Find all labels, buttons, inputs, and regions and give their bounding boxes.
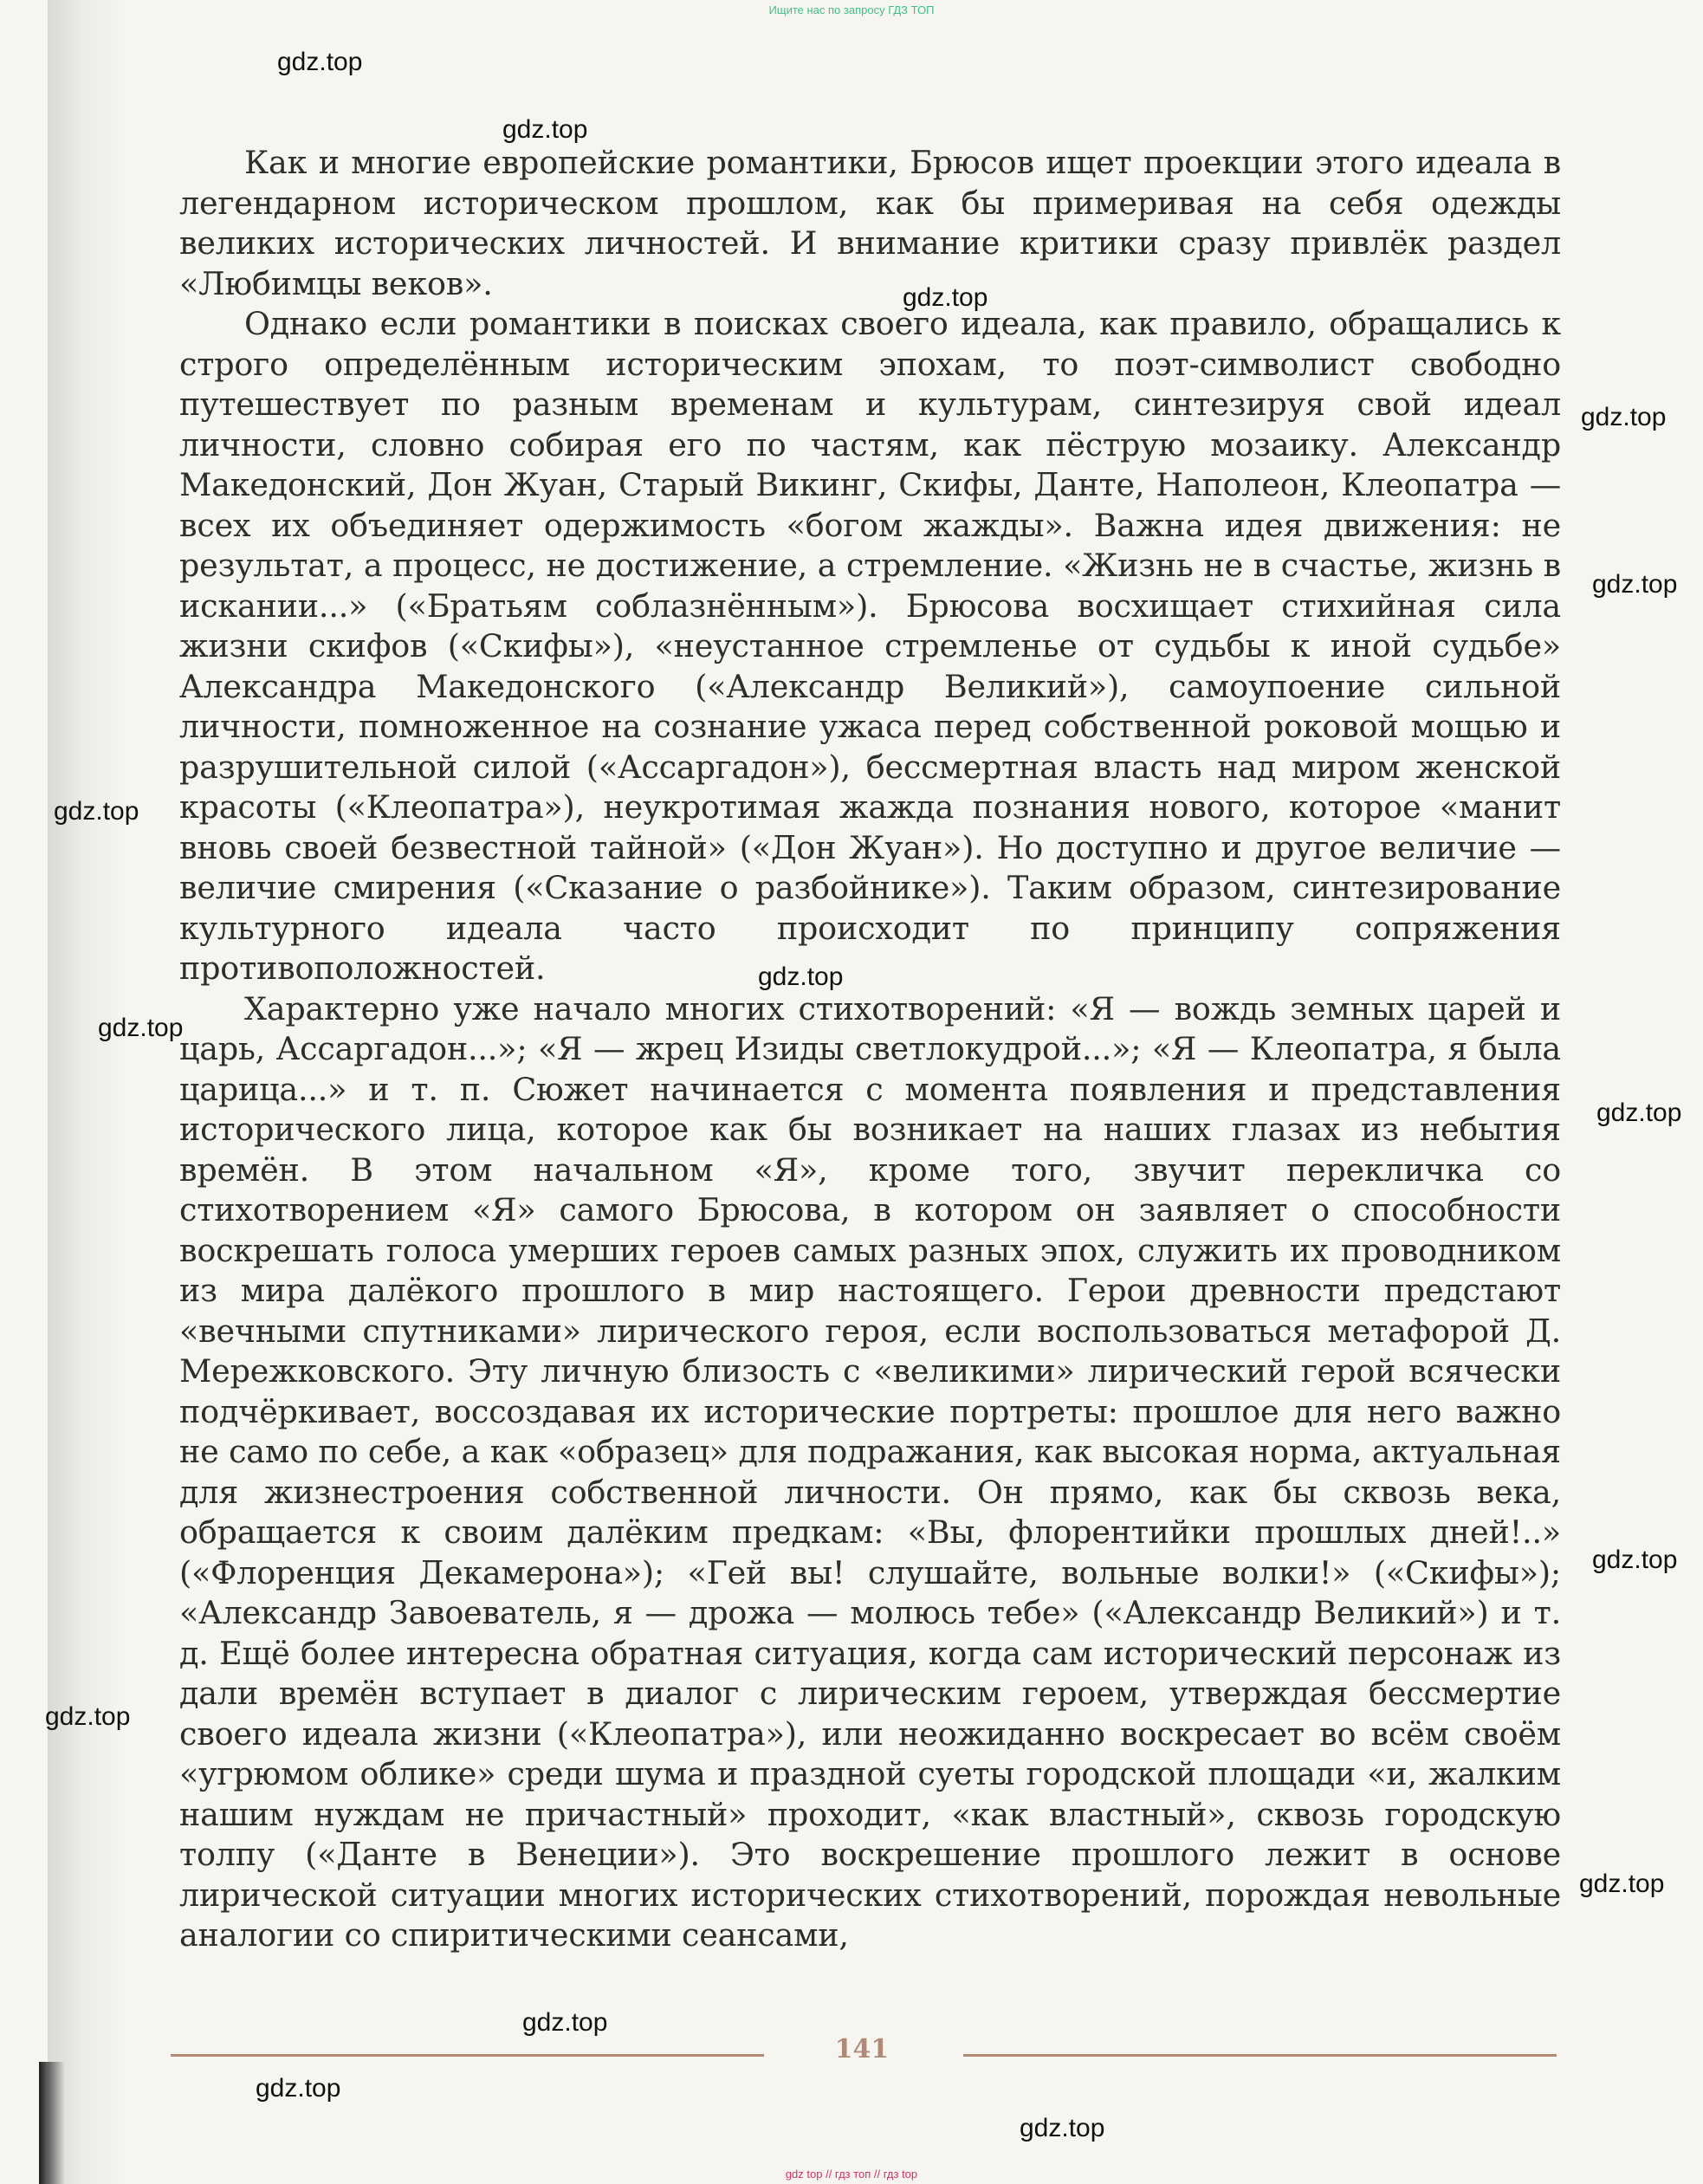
watermark: gdz.top bbox=[502, 115, 588, 144]
watermark: gdz.top bbox=[522, 2008, 608, 2037]
watermark: gdz.top bbox=[1596, 1098, 1682, 1127]
watermark: gdz.top bbox=[1592, 1546, 1678, 1574]
watermark: gdz.top bbox=[256, 2074, 341, 2103]
body-text bbox=[179, 143, 1561, 1956]
watermark: gdz.top bbox=[45, 1702, 131, 1731]
footer-rule-right bbox=[963, 2054, 1557, 2057]
page-number: 141 bbox=[834, 2034, 890, 2064]
watermark: gdz.top bbox=[98, 1014, 184, 1042]
watermark: gdz.top bbox=[277, 48, 363, 76]
watermark: gdz.top bbox=[1581, 403, 1667, 431]
header-note: Ищите нас по запросу ГДЗ ТОП bbox=[768, 3, 935, 16]
footer-note: gdz top // гдз топ // гдз top bbox=[785, 2168, 918, 2181]
watermark: gdz.top bbox=[758, 962, 844, 991]
watermark: gdz.top bbox=[903, 283, 988, 312]
watermark: gdz.top bbox=[1579, 1870, 1665, 1898]
watermark: gdz.top bbox=[1592, 570, 1678, 599]
paragraph: Характерно уже начало многих стихотворений: «Я — вождь земных царей и царь, Ассаргадон...»; «Я — жрец Изиды светлокудрой...»; «Я — Клеопатра, я была царица...» и т. п. Сюжет начинается с момента появления и представления исторического лица, которое как бы возникает на наших глазах из небытия времён. В этом начальном «Я», кроме того, звучит перекличка со стихотворением «Я» самого Брюсова, в котором он заявляет о способности воскрешать голоса умерших героев самых разных эпох, служить их проводником из мира далёкого прошлого в мир настоящего. Герои древности предстают «вечными спутниками» лирического героя, если воспользоваться метафорой Д. Мережковского. Эту личную близость с «великими» лирический герой всячески подчёркивает, воссоздавая их исторические портреты: прошлое для него важно не само по себе, а как «образец» для подражания, как высокая норма, актуальная для жизнестроения собственной личности. Он прямо, как бы сквозь века, обращается к своим далёким предкам: «Вы, флорентийки прошлых дней!..» («Флоренция Декамерона»); «Гей вы! слушайте, вольные волки!» («Скифы»); «Александр Завоеватель, я — дрожа — молюсь тебе» («Александр Великий») и т. д. Ещё более интересна обратная ситуация, когда сам исторический персонаж из дали времён вступает в диалог с лирическим героем, утверждая бессмертие своего идеала жизни («Клеопатра»), или неожиданно воскресает во всём своём «угрюмом облике» среди шума и праздной суеты городской площади «и, жалким нашим нуждам не причастный» проходит, «как властный», сквозь городскую толпу («Данте в Венеции»). Это воскрешение прошлого лежит в основе лирической ситуации многих исторических стихотворений, порождая невольные аналогии со спиритическими сеансами, bbox=[179, 989, 1561, 1954]
footer-rule-left bbox=[171, 2054, 764, 2057]
watermark: gdz.top bbox=[1020, 2114, 1105, 2142]
page-binding-edge bbox=[39, 2062, 65, 2184]
page-binding-shadow bbox=[48, 0, 126, 2184]
watermark: gdz.top bbox=[54, 797, 139, 826]
paragraph: Однако если романтики в поисках своего идеала, как правило, обращались к строго определённым историческим эпохам, то поэт-символист свободно путешествует по разным временам и культурам, синтезируя свой идеал личности, словно собирая его по частям, как пёструю мозаику. Александр Македонский, Дон Жуан, Старый Викинг, Скифы, Данте, Наполеон, Клеопатра — всех их объединяет одержимость «богом жажды». Важна идея движения: не результат, а процесс, не достижение, а стремление. «Жизнь не в счастье, жизнь в искании...» («Братьям соблазнённым»). Брюсова восхищает стихийная сила жизни скифов («Скифы»), «неустанное стремленье от судьбы к иной судьбе» Александра Македонского («Александр Великий»), самоупоение сильной личности, помноженное на сознание ужаса перед собственной роковой мощью и разрушительной силой («Ассаргадон»), бессмертная власть над миром женской красоты («Клеопатра»), неукротимая жажда познания нового, которое «манит вновь своей безвестной тайной» («Дон Жуан»). Но доступно и другое величие — величие смирения («Сказание о разбойнике»). Таким образом, синтезирование культурного идеала часто происходит по принципу сопряжения противоположностей. bbox=[179, 305, 1561, 987]
paragraph: Как и многие европейские романтики, Брюсов ищет проекции этого идеала в легендарном историческом прошлом, как бы примеривая на себя одежды великих исторических личностей. И внимание критики сразу привлёк раздел «Любимцы веков». bbox=[179, 144, 1561, 302]
